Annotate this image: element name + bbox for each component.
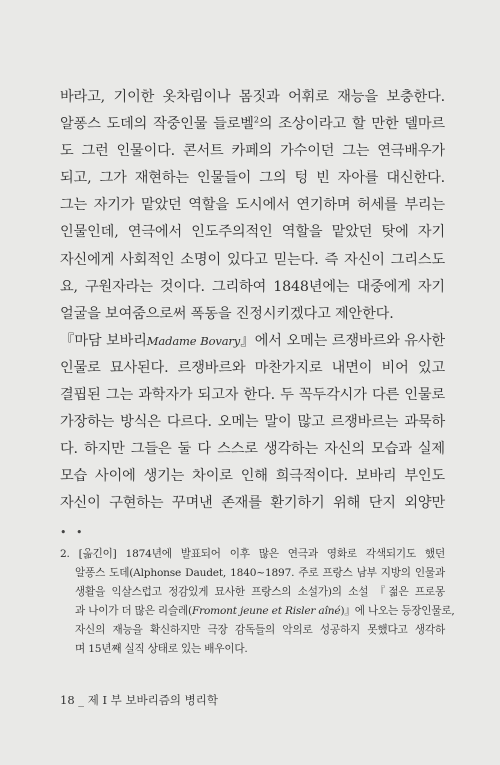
body-line: 도 그런 인물이다. 콘서트 카페의 가수이던 그는 연극배우가	[60, 143, 445, 160]
body-line: 자신에게 사회적인 소명이 있다고 믿는다. 즉 자신이 그리스도	[60, 251, 445, 268]
body-line-text: 』에서 오메는 르쟁바르와 유사한	[240, 332, 445, 349]
body-line-text: 의 조상이라고 할 만한 델마르	[258, 116, 445, 133]
body-line: 가장하는 방식은 다르다. 오메는 말이 많고 르쟁바르는 과묵하	[60, 414, 445, 431]
body-line: 얼굴을 보여줌으로써 폭동을 진정시키겠다고 제안한다.	[60, 305, 394, 322]
body-line: 다. 하지만 그들은 둘 다 스스로 생각하는 자신의 모습과 실제	[60, 441, 445, 458]
page-number: 18	[60, 693, 75, 707]
body-line: 요, 구원자라는 것이다. 그리하여 1848년에는 대중에게 자기	[60, 278, 445, 295]
footnote-line: 알퐁스 도데(Alphonse Daudet, 1840~1897. 주로 프랑스 남부 지방의 인물과	[75, 567, 445, 579]
french-title: Fromont jeune et Risler aîné	[191, 605, 341, 617]
book-title-english: Madame Bovary	[146, 333, 241, 348]
body-line: 바라고, 기이한 옷차림이나 몸짓과 어휘로 재능을 보충한다.	[60, 89, 445, 105]
body-line: 되고, 그가 재현하는 인물들이 그의 텅 빈 자아를 대신한다.	[60, 170, 445, 187]
footnote-text: 과 나이가 더 많은 리슬레(	[75, 605, 192, 617]
part-label: 제 I 부	[87, 693, 122, 707]
body-text	[60, 84, 445, 518]
footnote	[60, 545, 455, 659]
page-footer	[60, 692, 218, 708]
body-line: 그는 자기가 맡았던 역할을 도시에서 연기하며 허세를 부리는	[60, 197, 445, 214]
footnote-line: 2. [옮긴이] 1874년에 발표되어 이후 많은 연극과 영화로 각색되기도 했던	[60, 548, 445, 560]
body-line-text: 알퐁스 도데의 작중인물 들로벨	[60, 116, 254, 133]
body-line: 결핍된 그는 과학자가 되고자 한다. 두 꼭두각시가 다른 인물로	[60, 387, 445, 404]
body-line: 인물로 묘사된다. 르쟁바르와 마찬가지로 내면이 비어 있고	[60, 359, 445, 376]
footnote-line	[60, 602, 455, 621]
body-line: 모습 사이에 생기는 차이로 인해 희극적이다. 보바리 부인도	[60, 468, 445, 485]
footnote-line: 자신의 재능을 확신하지만 극장 감독들의 악의로 성공하지 못했다고 생각하	[75, 624, 445, 636]
body-line: 자신이 구현하는 꾸며낸 존재를 환기하기 위해 단지 외양만	[60, 495, 445, 512]
footer-separator: _	[78, 693, 85, 707]
body-line: 인물인데, 연극에서 인도주의적인 역할을 맡았던 탓에 자기	[60, 224, 445, 241]
body-line	[60, 111, 445, 138]
footnote-separator: • •	[60, 526, 86, 539]
running-title: 보바리즘의 병리학	[125, 693, 218, 707]
footnote-line: 며 15년째 실직 상태로 있는 배우이다.	[75, 643, 248, 655]
footnote-line: 생활을 익살스럽고 정감있게 묘사한 프랑스의 소설가)의 소설 『젊은 프로몽	[75, 586, 445, 598]
body-line	[60, 328, 445, 355]
footnote-reference[interactable]: 2	[253, 115, 259, 125]
body-line-text: 『마담 보바리	[60, 332, 147, 349]
footnote-text: )』에 나오는 등장인물로,	[340, 605, 455, 617]
